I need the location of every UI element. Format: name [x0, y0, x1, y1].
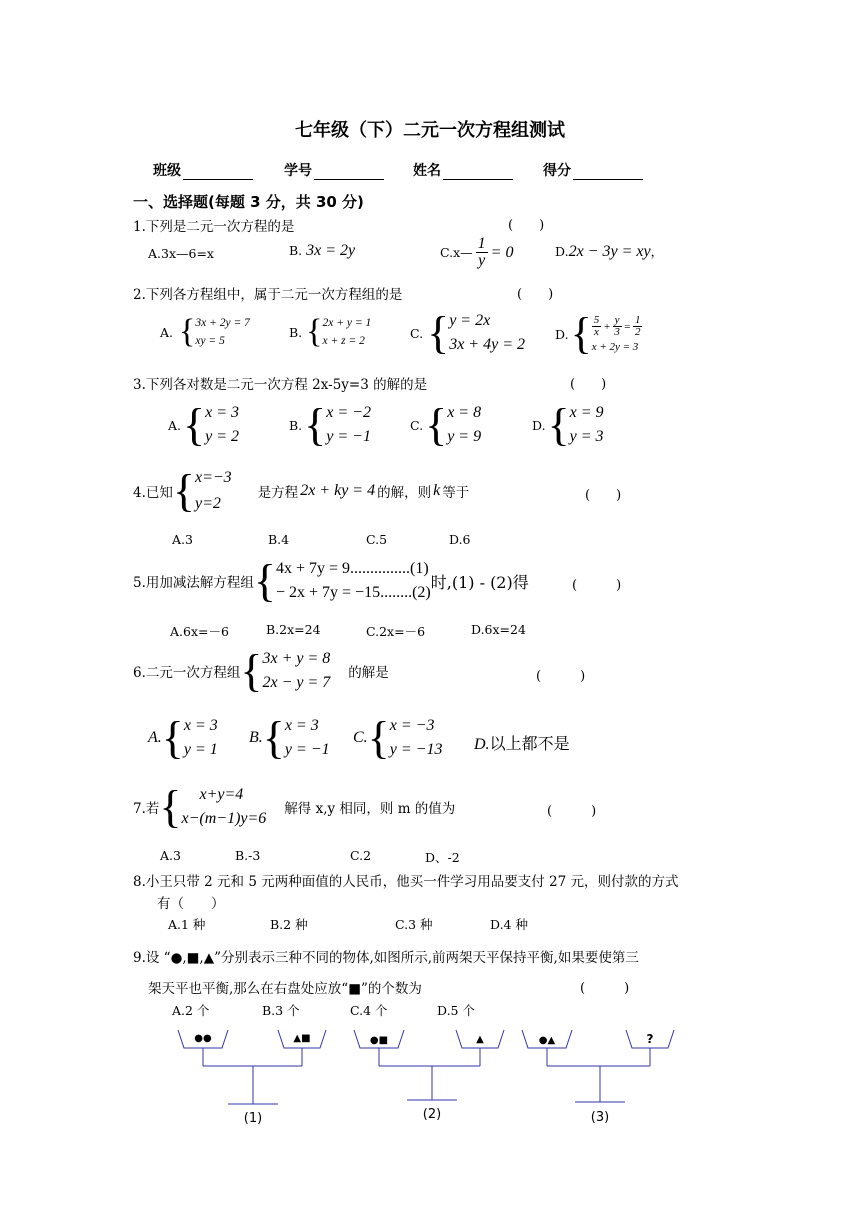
q1-option-d[interactable]: D.2x − 3y = xy，	[555, 243, 664, 260]
q2-option-d[interactable]: D. { $\frac{5}{x}$ + $\frac{y}{3}$ = $\frac{1}{2}$ x + 2y = 3	[555, 309, 641, 358]
number-field[interactable]: 学号	[284, 160, 384, 180]
q9-option-c[interactable]: C.4 个	[350, 1003, 388, 1018]
q5-option-a[interactable]: A.6x=－6	[170, 624, 229, 639]
scale-3-label: (3)	[590, 1110, 610, 1125]
name-field[interactable]: 姓名	[413, 160, 513, 180]
q1-answer-paren[interactable]: ( )	[508, 218, 545, 233]
q7-option-b[interactable]: B.-3	[235, 848, 261, 863]
q9-answer-paren[interactable]: ( )	[580, 981, 630, 996]
q7-option-c[interactable]: C.2	[350, 848, 372, 863]
q4-option-d[interactable]: D.6	[449, 532, 471, 547]
q2-option-c[interactable]: C. { y = 2x 3x + 4y = 2	[410, 307, 525, 358]
class-field[interactable]: 班级	[153, 160, 253, 180]
q4-option-a[interactable]: A.3	[172, 532, 193, 547]
q3-option-a[interactable]: A. { x = 3 y = 2	[168, 399, 240, 450]
q4-option-b[interactable]: B.4	[268, 532, 290, 547]
q9-option-b[interactable]: B.3 个	[262, 1003, 300, 1018]
score-field[interactable]: 得分	[543, 160, 643, 180]
q5-option-b[interactable]: B.2x=24	[266, 622, 321, 637]
q7-answer-paren[interactable]: ( )	[547, 804, 597, 819]
scale-2-right-objects: ▲	[476, 1034, 484, 1045]
scale-2-left-objects: ●■	[369, 1035, 389, 1046]
scale-1-left-objects: ●●	[194, 1033, 212, 1044]
q8-option-a[interactable]: A.1 种	[168, 917, 206, 932]
q9-stem-line1: 9.设 “●,■,▲”分别表示三种不同的物体,如图所示,前两架天平保持平衡,如果要使第三	[133, 950, 639, 966]
q1-option-a[interactable]: A.3x—6=x	[148, 246, 214, 261]
q4-stem: 4.已知 { x=−3 y=2 是方程 2x + ky = 4 的解，则 k 等于	[133, 465, 470, 516]
q8-option-c[interactable]: C.3 种	[395, 917, 433, 932]
q3-option-b[interactable]: B. { x = −2 y = −1	[289, 399, 371, 450]
q2-stem: 2.下列各方程组中，属于二元一次方程组的是	[133, 287, 403, 303]
q5-option-c[interactable]: C.2x=－6	[366, 624, 426, 639]
scale-3-right-objects: ?	[646, 1032, 654, 1046]
scale-1-right-objects: ▲■	[293, 1033, 311, 1044]
q9-option-d[interactable]: D.5 个	[437, 1003, 475, 1018]
q2-answer-paren[interactable]: ( )	[517, 287, 554, 302]
q7-stem: 7.若 { x+y=4 x−(m−1)y=6 解得 x,y 相同，则 m 的值为	[133, 781, 456, 832]
q8-stem-line1: 8.小王只带 2 元和 5 元两种面值的人民币，他买一件学习用品要支付 27 元，则付款的方式	[133, 874, 679, 890]
q3-answer-paren[interactable]: ( )	[570, 377, 607, 392]
q9-stem-line2: 架天平也平衡,那么在右盘处应放“■”的个数为	[148, 981, 422, 997]
q2-option-a[interactable]: A. { 3x + 2y = 7 xy = 5	[160, 313, 250, 350]
scale-2-label: (2)	[422, 1107, 442, 1122]
scale-1-label: (1)	[243, 1111, 263, 1126]
q1-stem: 1.下列是二元一次方程的是	[133, 219, 295, 235]
q8-option-b[interactable]: B.2 种	[270, 917, 308, 932]
q2-option-b[interactable]: B. { 2x + y = 1 x + z = 2	[289, 313, 372, 350]
q6-answer-paren[interactable]: ( )	[536, 669, 586, 684]
q8-stem-line2[interactable]: 有（ ）	[157, 896, 225, 912]
q1-option-c[interactable]: C.x— $\frac{1}{y}$ = 0	[440, 235, 514, 269]
q5-option-d[interactable]: D.6x=24	[471, 622, 526, 637]
scale-3-left-objects: ●▲	[538, 1035, 556, 1046]
balance-scales-diagram	[170, 1024, 690, 1130]
q7-option-d[interactable]: D、-2	[425, 850, 460, 865]
section-heading: 一、选择题(每题 3 分，共 30 分)	[133, 193, 364, 211]
q6-option-c[interactable]: C. { x = −3 y = −13	[353, 712, 443, 763]
q4-answer-paren[interactable]: ( )	[585, 488, 622, 503]
q9-option-a[interactable]: A.2 个	[172, 1003, 210, 1018]
q3-option-d[interactable]: D. { x = 9 y = 3	[532, 399, 604, 450]
page-title: 七年级（下）二元一次方程组测试	[295, 120, 565, 141]
q3-option-c[interactable]: C. { x = 8 y = 9	[410, 399, 482, 450]
q6-option-b[interactable]: B. { x = 3 y = −1	[249, 712, 330, 763]
q4-option-c[interactable]: C.5	[366, 532, 388, 547]
q1-option-b[interactable]: B. 3x = 2y	[289, 242, 356, 259]
q3-stem: 3.下列各对数是二元一次方程 2x-5y=3 的解的是	[133, 377, 428, 393]
q5-answer-paren[interactable]: ( )	[572, 578, 622, 593]
q6-option-a[interactable]: A. { x = 3 y = 1	[148, 712, 218, 763]
q6-stem: 6.二元一次方程组 { 3x + y = 8 2x − y = 7 的解是	[133, 645, 389, 696]
q7-option-a[interactable]: A.3	[160, 848, 181, 863]
q6-option-d[interactable]: D.以上都不是	[474, 734, 570, 753]
q8-option-d[interactable]: D.4 种	[490, 917, 528, 932]
q5-stem: 5.用加减法解方程组 { 4x + 7y = 9...............(1) − 2x + 7y = −15........(2) 时,(1) - (2)得	[133, 555, 529, 606]
